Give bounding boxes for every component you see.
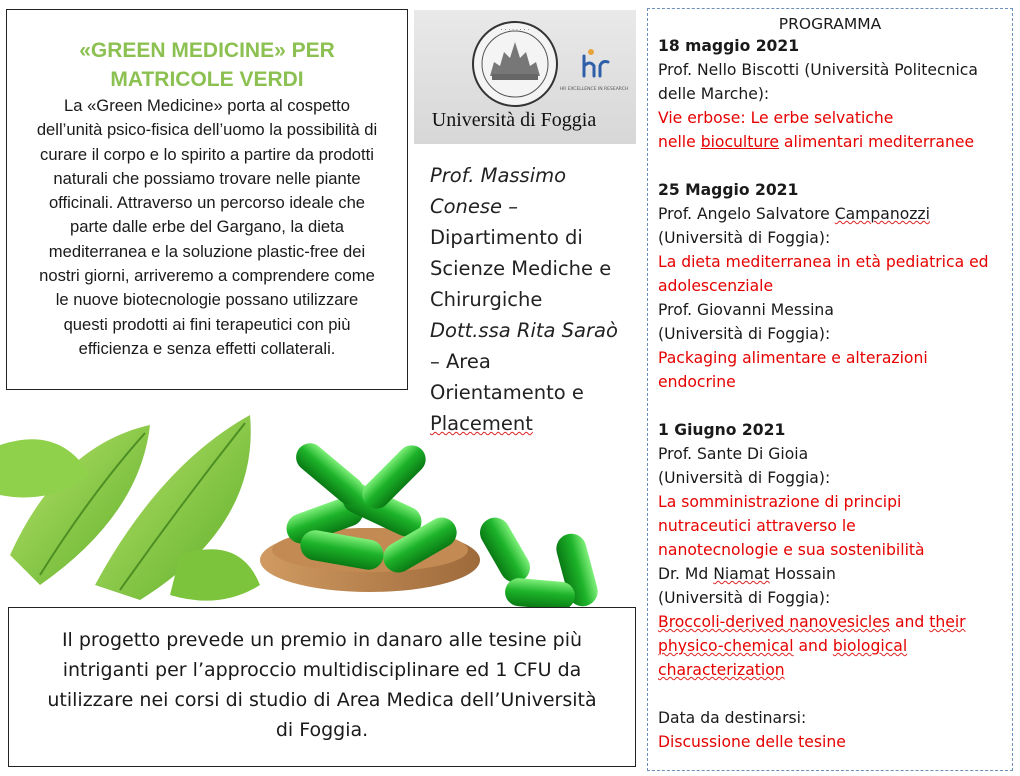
- speaker: (Università di Foggia):: [658, 325, 831, 343]
- session-date: Data da destinarsi:: [658, 709, 807, 727]
- speaker: delle Marche):: [658, 85, 770, 103]
- speaker: Prof. Giovanni Messina: [658, 301, 834, 319]
- prize-line: intriganti per l’approccio multidisciplinare ed 1 CFU da: [62, 659, 582, 681]
- intro-line: nostri giorni, arriveremo a comprendere come: [39, 266, 375, 286]
- intro-text: [25, 94, 389, 361]
- talk-title: physico-chemical and biological: [658, 637, 908, 655]
- programme-title: PROGRAMMA: [778, 15, 882, 33]
- talk-title: La dieta mediterranea in età pediatrica ed: [658, 253, 989, 271]
- prize-line: utilizzare nei corsi di studio di Area Medica dell’Università: [47, 689, 597, 711]
- talk-title: La somministrazione di principi: [658, 493, 902, 511]
- prof-line: Scienze Mediche e: [430, 257, 612, 280]
- prof-line: Dott.ssa Rita Saraò: [430, 319, 618, 342]
- hr-excellence-icon: [584, 49, 608, 76]
- talk-title: Broccoli-derived nanovesicles and their: [658, 613, 966, 631]
- intro-line: mediterranea e la soluzione plastic-free dei: [48, 241, 366, 261]
- talk-title: endocrine: [658, 373, 736, 391]
- hr-label: HR EXCELLENCE IN RESEARCH: [559, 87, 629, 92]
- intro-line: dell’unità psico-fisica dell’uomo la possibilità di: [36, 120, 378, 140]
- intro-title-line: «GREEN MEDICINE» PER: [79, 39, 335, 62]
- leaves-and-capsules-illustration: [0, 385, 640, 615]
- talk-title: Packaging alimentare e alterazioni: [658, 349, 928, 367]
- intro-line: curare il corpo e lo spirito a partire da prodotti: [40, 144, 374, 164]
- prize-line: di Foggia.: [275, 719, 369, 741]
- speaker: Prof. Nello Biscotti (Università Politecnica: [658, 61, 978, 79]
- speaker: (Università di Foggia):: [658, 469, 831, 487]
- speaker: Prof. Sante Di Gioia: [658, 445, 809, 463]
- speaker: Prof. Angelo Salvatore Campanozzi: [658, 205, 930, 223]
- intro-line: La «Green Medicine» porta al cospetto: [64, 96, 350, 115]
- intro-box: [6, 9, 408, 390]
- session-date: 18 maggio 2021: [658, 37, 800, 55]
- university-logo: [414, 10, 636, 144]
- talk-title: Discussione delle tesine: [658, 733, 846, 751]
- intro-line: parte dalle erbe del Gargano, la dieta: [70, 217, 344, 237]
- programme-box: [647, 8, 1013, 771]
- svg-text:· · · · · · · ·: · · · · · · · ·: [500, 27, 530, 34]
- prize-box: [8, 607, 636, 767]
- talk-title: characterization: [658, 661, 785, 679]
- intro-line: officinali. Attraverso un percorso ideale che: [48, 193, 366, 213]
- intro-title-line: MATRICOLE VERDI: [110, 68, 304, 91]
- prize-line: Il progetto prevede un premio in danaro alle tesine più: [61, 629, 583, 651]
- intro-line: questi prodotti ai fini terapeutici con più: [63, 314, 351, 334]
- talk-title: nanotecnologie e sua sostenibilità: [658, 541, 925, 559]
- prof-line: Chirurgiche: [430, 288, 543, 311]
- university-name: Università di Foggia: [431, 109, 597, 131]
- prof-line: Placement: [430, 412, 533, 435]
- intro-line: le nuove biotecnologie possano utilizzare: [55, 290, 359, 310]
- intro-line: naturali che possiamo trovare nelle piante: [53, 168, 361, 188]
- talk-title: adolescenziale: [658, 277, 774, 295]
- prof-line: Orientamento e: [430, 381, 584, 404]
- prof-line: – Area: [430, 350, 491, 373]
- prof-line: Dipartimento di: [430, 226, 583, 249]
- session-date: 25 Maggio 2021: [658, 181, 799, 199]
- session-date: 1 Giugno 2021: [658, 421, 786, 439]
- intro-title: [7, 36, 407, 94]
- talk-title: nelle bioculture alimentari mediterranee: [658, 133, 975, 151]
- talk-title: nutraceutici attraverso le: [658, 517, 856, 535]
- speaker: (Università di Foggia):: [658, 229, 831, 247]
- prof-line: Prof. Massimo: [430, 164, 567, 187]
- speaker: (Università di Foggia):: [658, 589, 831, 607]
- prof-line: Conese –: [430, 195, 519, 218]
- intro-line: efficienza e senza effetti collaterali.: [78, 338, 336, 358]
- leaf: [170, 549, 260, 600]
- talk-title: Vie erbose: Le erbe selvatiche: [658, 109, 894, 127]
- speaker: Dr. Md Niamat Hossain: [658, 565, 836, 583]
